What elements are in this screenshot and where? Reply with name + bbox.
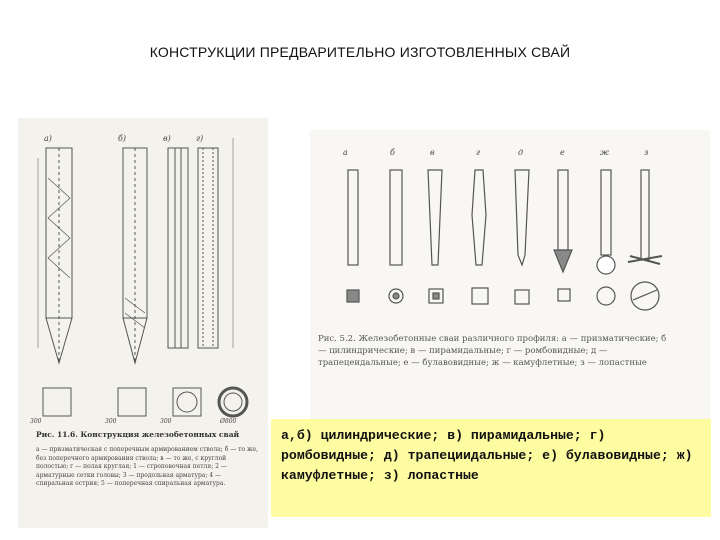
right-label-e: д (518, 148, 524, 157)
pile-label-a: а) (44, 134, 52, 143)
dim-label-3: 300 (160, 418, 172, 425)
right-piles-drawing (310, 130, 710, 330)
slide-title: КОНСТРУКЦИИ ПРЕДВАРИТЕЛЬНО ИЗГОТОВЛЕННЫХ СВАЙ (149, 44, 571, 60)
right-label-b: б (390, 148, 395, 157)
pile-label-c: в) (163, 134, 171, 143)
right-figure-caption: Рис. 5.2. Железобетонные сваи различного профиля: а — призматические; б — цилиндрические; в — пирамидальные; г — ромбовидные; д — трапецеидальные; е — булавовидные; ж — камуфлетные; з — лопастные (318, 334, 667, 368)
left-figure-legend: а — призматическая с поперечным армированием ствола; б — то же, без поперечного армирования ствола; в — то же, с круглой полостью; г — полая круглая; 1 — строповочная петля; 2 — арматурные сетки головы; 3 — продольная арматура; 4 — спиральная острия; 5 — поперечная спиральная арматура. (36, 446, 258, 487)
dim-label-1: 300 (30, 418, 42, 425)
right-label-h: з (644, 148, 649, 157)
left-piles-drawing (18, 118, 268, 428)
dim-label-2: 300 (105, 418, 117, 425)
pile-types-highlight-box: а,б) цилиндрические; в) пирамидальные; г) ромбовидные; д) трапециидальные; е) булавовидные; ж) камуфлетные; з) лопастные (271, 419, 711, 517)
right-label-d: г (476, 148, 481, 157)
pile-label-b: б) (118, 134, 127, 143)
left-figure-caption: Рис. 11.6. Конструкция железобетонных свай (36, 430, 240, 439)
pile-label-d: г) (196, 134, 204, 143)
right-label-a: а (343, 148, 348, 157)
right-label-g: ж (600, 148, 610, 157)
dim-label-4: Ø800 (220, 418, 237, 425)
right-label-f: е (560, 148, 565, 157)
right-label-c: в (430, 148, 435, 157)
